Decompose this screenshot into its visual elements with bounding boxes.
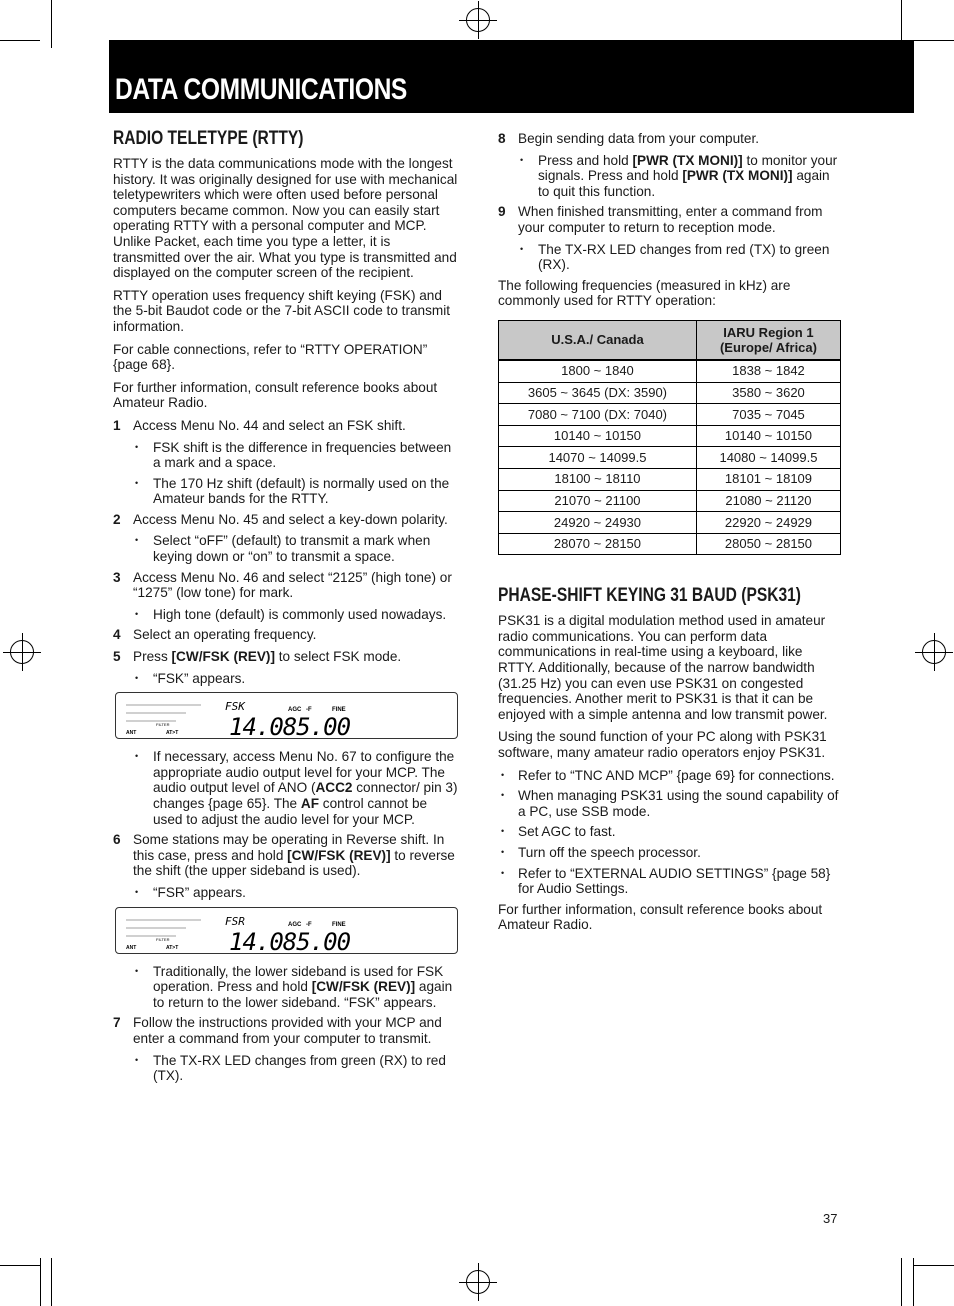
bullet-item: • Refer to “TNC AND MCP” {page 69} for connections. [498, 768, 843, 784]
bullet-item: • High tone (default) is commonly used nowadays. [113, 607, 458, 623]
bullet-item: • FSK shift is the difference in frequencies between a mark and a space. [113, 440, 458, 471]
lcd-agc-label: AGC [288, 921, 302, 928]
lcd-fine-label: FINE [332, 921, 346, 928]
table-cell: 3605 ~ 3645 (DX: 3590) [499, 382, 697, 404]
step-text [133, 649, 401, 664]
table-cell: 28050 ~ 28150 [696, 533, 840, 555]
lcd-filter-label: FILTER [156, 722, 170, 728]
key-label: AF [300, 796, 320, 811]
table-cell: 22920 ~ 24929 [696, 512, 840, 534]
crop-mark [51, 0, 52, 48]
key-label: [CW/FSK (REV)] [311, 979, 416, 995]
crop-mark [914, 1265, 954, 1266]
page-header [109, 40, 914, 113]
paragraph: For further information, consult reference books about Amateur Radio. [498, 901, 823, 933]
crop-mark [40, 1258, 41, 1306]
step-number: 4 [113, 627, 121, 643]
lcd-frequency: 14.085.00 [229, 927, 351, 953]
lcd-display-fsr [115, 907, 458, 954]
step-number: 1 [113, 417, 121, 433]
step-number: 9 [498, 204, 506, 220]
lcd-at-label: AT>T [166, 944, 179, 951]
table-cell: 1800 ~ 1840 [499, 360, 697, 382]
step-9 [498, 204, 843, 235]
bullet-item: • “FSK” appears. [113, 671, 458, 687]
lcd-fine-label: FINE [332, 707, 346, 714]
registration-mark [466, 8, 490, 32]
table-cell: 1838 ~ 1842 [696, 360, 840, 382]
table-cell: 14080 ~ 14099.5 [696, 447, 840, 469]
crop-mark [913, 1258, 914, 1306]
lcd-ant-label: ANT [126, 944, 137, 951]
key-label: [CW/FSK (REV)] [287, 847, 391, 863]
table-cell: 7080 ~ 7100 (DX: 7040) [499, 404, 697, 426]
step-7 [113, 1015, 458, 1046]
table-row [499, 490, 841, 512]
paragraph: PSK31 is a digital modulation method used in amateur radio communications. You can perform data communications in real-time using a keyboard, like RTTY. Additionally, because of the narrow bandwidth (31.25 Hz) you can even use PSK31 on congested frequencies. Another merit to PSK31 is that it can be enjoyed with a simple antenna and low transmit power. [498, 613, 828, 722]
lcd-display-fsk [115, 692, 458, 739]
table-cell: 14070 ~ 14099.5 [499, 447, 697, 469]
bullet-item: • When managing PSK31 using the sound capability of a PC, use SSB mode. [498, 788, 843, 819]
text: Press and hold [538, 152, 633, 168]
header-line: (Europe/ Africa) [719, 339, 817, 355]
table-row [499, 382, 841, 404]
paragraph: The following frequencies (measured in kHz) are commonly used for RTTY operation: [498, 277, 791, 309]
lcd-mode: FSR [225, 914, 245, 928]
page-title: DATA COMMUNICATIONS [115, 73, 407, 106]
table-header-row [499, 320, 841, 360]
paragraph: For further information, consult reference books about Amateur Radio. [113, 379, 438, 411]
lcd-agc-label: AGC [288, 707, 302, 714]
step-number: 2 [113, 511, 121, 527]
bullet-item: • Select “oFF” (default) to transmit a mark when keying down or “on” to transmit a space. [113, 533, 458, 564]
lcd-frequency: 14.085.00 [229, 713, 351, 739]
text: to reverse the shift (the upper sideband is used). [133, 847, 455, 879]
step-number: 7 [113, 1015, 121, 1031]
step-3 [113, 570, 458, 601]
step-text: Access Menu No. 44 and select an FSK shift. [133, 417, 406, 433]
key-label: [PWR (TX MONI)] [682, 168, 793, 184]
step-number: 6 [113, 832, 121, 848]
lcd-at-label: AT>T [166, 730, 179, 737]
table-cell: 7035 ~ 7045 [696, 404, 840, 426]
table-row [499, 512, 841, 534]
bullet-item [113, 964, 458, 1011]
column-header: U.S.A./ Canada [499, 320, 697, 360]
step-5 [113, 649, 458, 665]
registration-mark [466, 1270, 490, 1294]
lcd-mode: FSK [225, 700, 245, 714]
right-column [498, 131, 843, 940]
table-cell: 3580 ~ 3620 [696, 382, 840, 404]
text: again to return to the lower sideband. “FSK” appears. [153, 979, 453, 1010]
text: Traditionally, the lower sideband is used for FSK operation. Press and hold [153, 963, 444, 995]
step-8 [498, 131, 843, 147]
bullet-item [498, 153, 843, 200]
step-1 [113, 418, 458, 434]
column-header [696, 320, 840, 360]
step-text: Select an operating frequency. [133, 627, 317, 643]
section-title-psk31: PHASE-SHIFT KEYING 31 BAUD (PSK31) [498, 585, 802, 607]
text: connector/ pin 3) changes {page 65}. The [153, 780, 458, 811]
table-cell: 18100 ~ 18110 [499, 468, 697, 490]
left-column [113, 128, 458, 1089]
lcd-f-label: -F [306, 921, 312, 928]
page-number: 37 [823, 1211, 838, 1226]
text: control cannot be used to adjust the audio level for your MCP. [153, 796, 428, 827]
bullet-item: • The TX-RX LED changes from green (RX) to red (TX). [113, 1053, 458, 1084]
table-cell: 21080 ~ 21120 [696, 490, 840, 512]
step-number: 5 [113, 649, 121, 665]
key-label: [PWR (TX MONI)] [632, 152, 743, 168]
bullet-item [113, 749, 458, 827]
step-4 [113, 627, 458, 643]
s-meter-scale [126, 920, 201, 936]
step-text: Access Menu No. 45 and select a key-down polarity. [133, 511, 448, 527]
section-title-rtty: RADIO TELETYPE (RTTY) [113, 128, 304, 149]
lcd-filter-label: FILTER [156, 936, 170, 942]
frequency-table [498, 320, 841, 555]
key-label: ACC2 [315, 780, 353, 796]
table-cell: 21070 ~ 21100 [499, 490, 697, 512]
registration-mark [922, 640, 946, 664]
header-line: IARU Region 1 [723, 324, 814, 340]
table-row [499, 447, 841, 469]
crop-mark [914, 40, 954, 41]
bullet-item: • Refer to “EXTERNAL AUDIO SETTINGS” {page 58} for Audio Settings. [498, 866, 843, 897]
crop-mark [0, 1265, 40, 1266]
s-meter-scale [126, 705, 201, 721]
lcd-f-label: -F [306, 707, 312, 714]
bullet-item: • “FSR” appears. [113, 885, 458, 901]
text: Some stations may be operating in Reverse shift. In this case, press and hold [133, 832, 445, 863]
bullet-item: • The 170 Hz shift (default) is normally used on the Amateur bands for the RTTY. [113, 476, 458, 507]
step-text: Access Menu No. 46 and select “2125” (high tone) or “1275” (low tone) for mark. [133, 569, 452, 601]
table-row [499, 360, 841, 382]
step-text: When finished transmitting, enter a command from your computer to return to reception mode. [518, 204, 823, 235]
step-2 [113, 512, 458, 528]
registration-mark [10, 640, 34, 664]
step-text: Begin sending data from your computer. [518, 131, 760, 146]
bullet-item: • Set AGC to fast. [498, 824, 843, 840]
lcd-ant-label: ANT [126, 730, 137, 737]
step-number: 8 [498, 131, 506, 146]
table-cell: 10140 ~ 10150 [499, 425, 697, 447]
text: again to quit this function. [538, 168, 830, 199]
step-6 [113, 832, 458, 879]
table-cell: 18101 ~ 18109 [696, 468, 840, 490]
crop-mark [51, 1258, 52, 1306]
step-text [133, 832, 455, 878]
text: to select FSK mode. [274, 649, 402, 665]
bullet-item: • The TX-RX LED changes from red (TX) to green (RX). [498, 242, 843, 273]
step-number: 3 [113, 569, 121, 585]
paragraph: For cable connections, refer to “RTTY OPERATION” {page 68}. [113, 341, 428, 373]
crop-mark [901, 1258, 902, 1306]
text: If necessary, access Menu No. 67 to configure the appropriate audio output level for your MCP. The audio output level of ANO ( [153, 749, 455, 796]
paragraph: Using the sound function of your PC along with PSK31 software, many amateur radio operators enjoy PSK31. [498, 729, 827, 761]
table-cell: 24920 ~ 24930 [499, 512, 697, 534]
key-label: [CW/FSK (REV)] [171, 649, 275, 665]
table-row [499, 404, 841, 426]
text: to monitor your signals. Press and hold [538, 152, 838, 184]
table-row [499, 468, 841, 490]
bullet-item: • Turn off the speech processor. [498, 845, 843, 861]
table-row [499, 533, 841, 555]
step-text: Follow the instructions provided with your MCP and enter a command from your computer to transmit. [133, 1015, 442, 1046]
paragraph: RTTY is the data communications mode with the longest history. It was originally designed for use with mechanical teletypewriters which were often used before personal computers became common. Now you can easily start operating RTTY with a personal computer and MCP. Unlike Packet, each time you type a letter, it is transmitted over the air. What you type is transmitted and displayed on the computer screen of the recipient. [113, 156, 458, 281]
crop-mark [0, 40, 40, 41]
table-row [499, 425, 841, 447]
paragraph: RTTY operation uses frequency shift keying (FSK) and the 5-bit Baudot code or the 7-bit ASCII code to transmit information. [113, 287, 451, 334]
text: Press [133, 649, 172, 665]
table-cell: 28070 ~ 28150 [499, 533, 697, 555]
table-cell: 10140 ~ 10150 [696, 425, 840, 447]
